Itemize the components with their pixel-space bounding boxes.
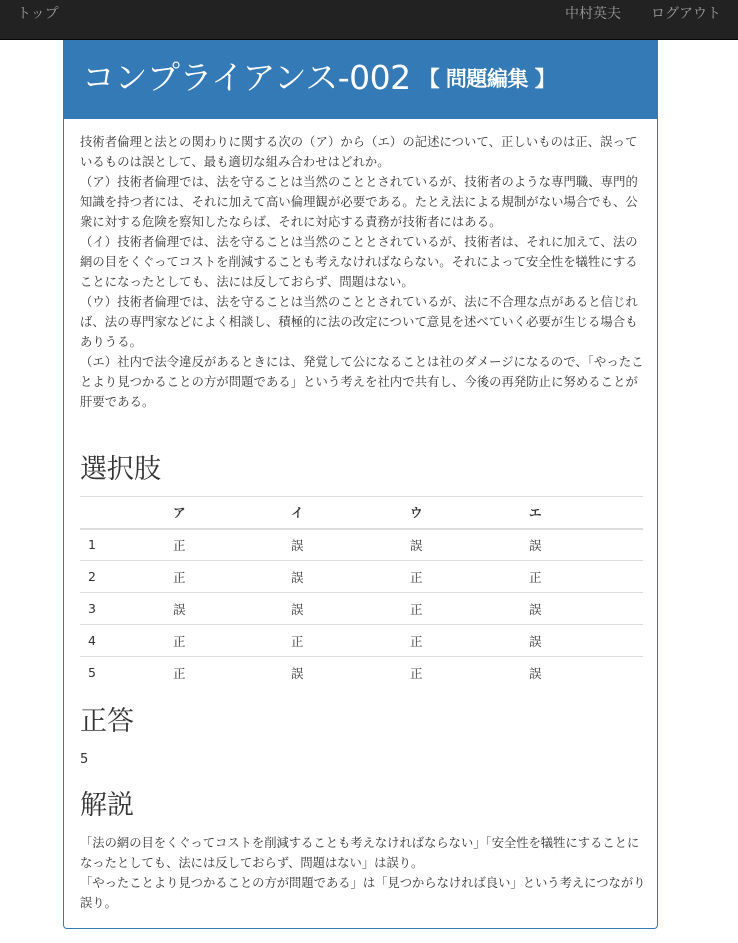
choice-number: 3 <box>80 593 165 625</box>
header-a: ア <box>165 497 283 529</box>
explanation-text <box>80 833 646 913</box>
choices-table <box>80 496 643 689</box>
nav-user-link[interactable]: 中村英夫 <box>565 6 621 22</box>
choice-cell: 誤 <box>521 625 643 657</box>
panel-heading <box>64 40 657 119</box>
choice-cell: 誤 <box>165 593 283 625</box>
choice-number: 5 <box>80 657 165 689</box>
top-navbar <box>0 0 738 40</box>
choice-cell: 正 <box>165 561 283 593</box>
choice-cell: 正 <box>173 537 186 553</box>
choice-cell: 正 <box>402 625 521 657</box>
statement-e: （エ）社内で法令違反があるときには、発覚して公になることは社のダメージになるので、「やったことより見つかることの方が問題である」という考えを社内で共有し、今後の再発防止に努めることが肝要である。 <box>80 355 644 409</box>
table-row <box>80 593 643 625</box>
choice-cell: 誤 <box>283 561 402 593</box>
nav-home-link[interactable]: トップ <box>17 6 59 22</box>
explanation-line: 「やったことより見つかることの方が問題である」は「見つからなければ良い」という考えにつながり誤り。 <box>80 876 646 910</box>
choice-cell: 正 <box>521 561 643 593</box>
choice-cell: 正 <box>165 625 283 657</box>
choice-cell: 正 <box>402 561 521 593</box>
choice-number: 4 <box>80 625 165 657</box>
table-row <box>80 657 643 689</box>
choices-header-row <box>80 497 643 529</box>
table-row <box>80 625 643 657</box>
choice-cell: 誤 <box>283 657 402 689</box>
choice-cell: 誤 <box>521 657 643 689</box>
choice-cell: 誤 <box>521 593 643 625</box>
header-i: イ <box>283 497 402 529</box>
edit-mode-label: 【 問題編集 】 <box>418 67 556 91</box>
choices-heading: 選択肢 <box>80 454 161 485</box>
question-text <box>80 132 646 412</box>
question-title: コンプライアンス-002 <box>82 58 411 97</box>
nav-logout-link[interactable]: ログアウト <box>651 6 721 22</box>
choice-cell: 正 <box>402 657 521 689</box>
header-u: ウ <box>402 497 521 529</box>
table-row <box>80 529 643 561</box>
question-stem: 技術者倫理と法との関わりに関する次の（ア）から（エ）の記述について、正しいものは正、誤っているものは誤として、最も適切な組み合わせはどれか。 <box>80 135 638 169</box>
explanation-heading: 解説 <box>80 790 134 821</box>
answer-heading: 正答 <box>80 706 134 737</box>
choice-cell: 誤 <box>410 537 423 553</box>
choice-cell: 誤 <box>529 537 542 553</box>
choice-cell: 誤 <box>283 593 402 625</box>
question-panel <box>63 40 658 929</box>
explanation-line: 「法の網の目をくぐってコストを削減することも考えなければならない」「安全性を犠牲にすることになったとしても、法には反しておらず、問題はない」は誤り。 <box>80 836 640 870</box>
choice-number: 1 <box>88 537 96 553</box>
choice-cell: 誤 <box>291 537 304 553</box>
choice-number: 2 <box>80 561 165 593</box>
page-title <box>82 55 555 102</box>
statement-u: （ウ）技術者倫理では、法を守ることは当然のこととされているが、法に不合理な点があると信じれば、法の専門家などによく相談し、積極的に法の改定について意見を述べていく必要が生じる場合もありうる。 <box>80 295 638 349</box>
choice-cell: 正 <box>165 657 283 689</box>
header-number <box>80 497 165 529</box>
answer-value: 5 <box>80 752 89 767</box>
statement-i: （イ）技術者倫理では、法を守ることは当然のこととされているが、技術者は、それに加えて、法の網の目をくぐってコストを削減することも考えなければならない。それによって安全性を犠牲にすることになったとしても、法には反しておらず、問題はない。 <box>80 235 638 289</box>
table-row <box>80 561 643 593</box>
choice-cell: 正 <box>402 593 521 625</box>
choice-cell: 正 <box>283 625 402 657</box>
header-e: エ <box>521 497 643 529</box>
statement-a: （ア）技術者倫理では、法を守ることは当然のこととされているが、技術者のような専門職、専門的知識を持つ者には、それに加えて高い倫理観が必要である。たとえ法による規制がない場合でも、公衆に対する危険を察知したならば、それに対応する責務が技術者にはある。 <box>80 175 638 229</box>
